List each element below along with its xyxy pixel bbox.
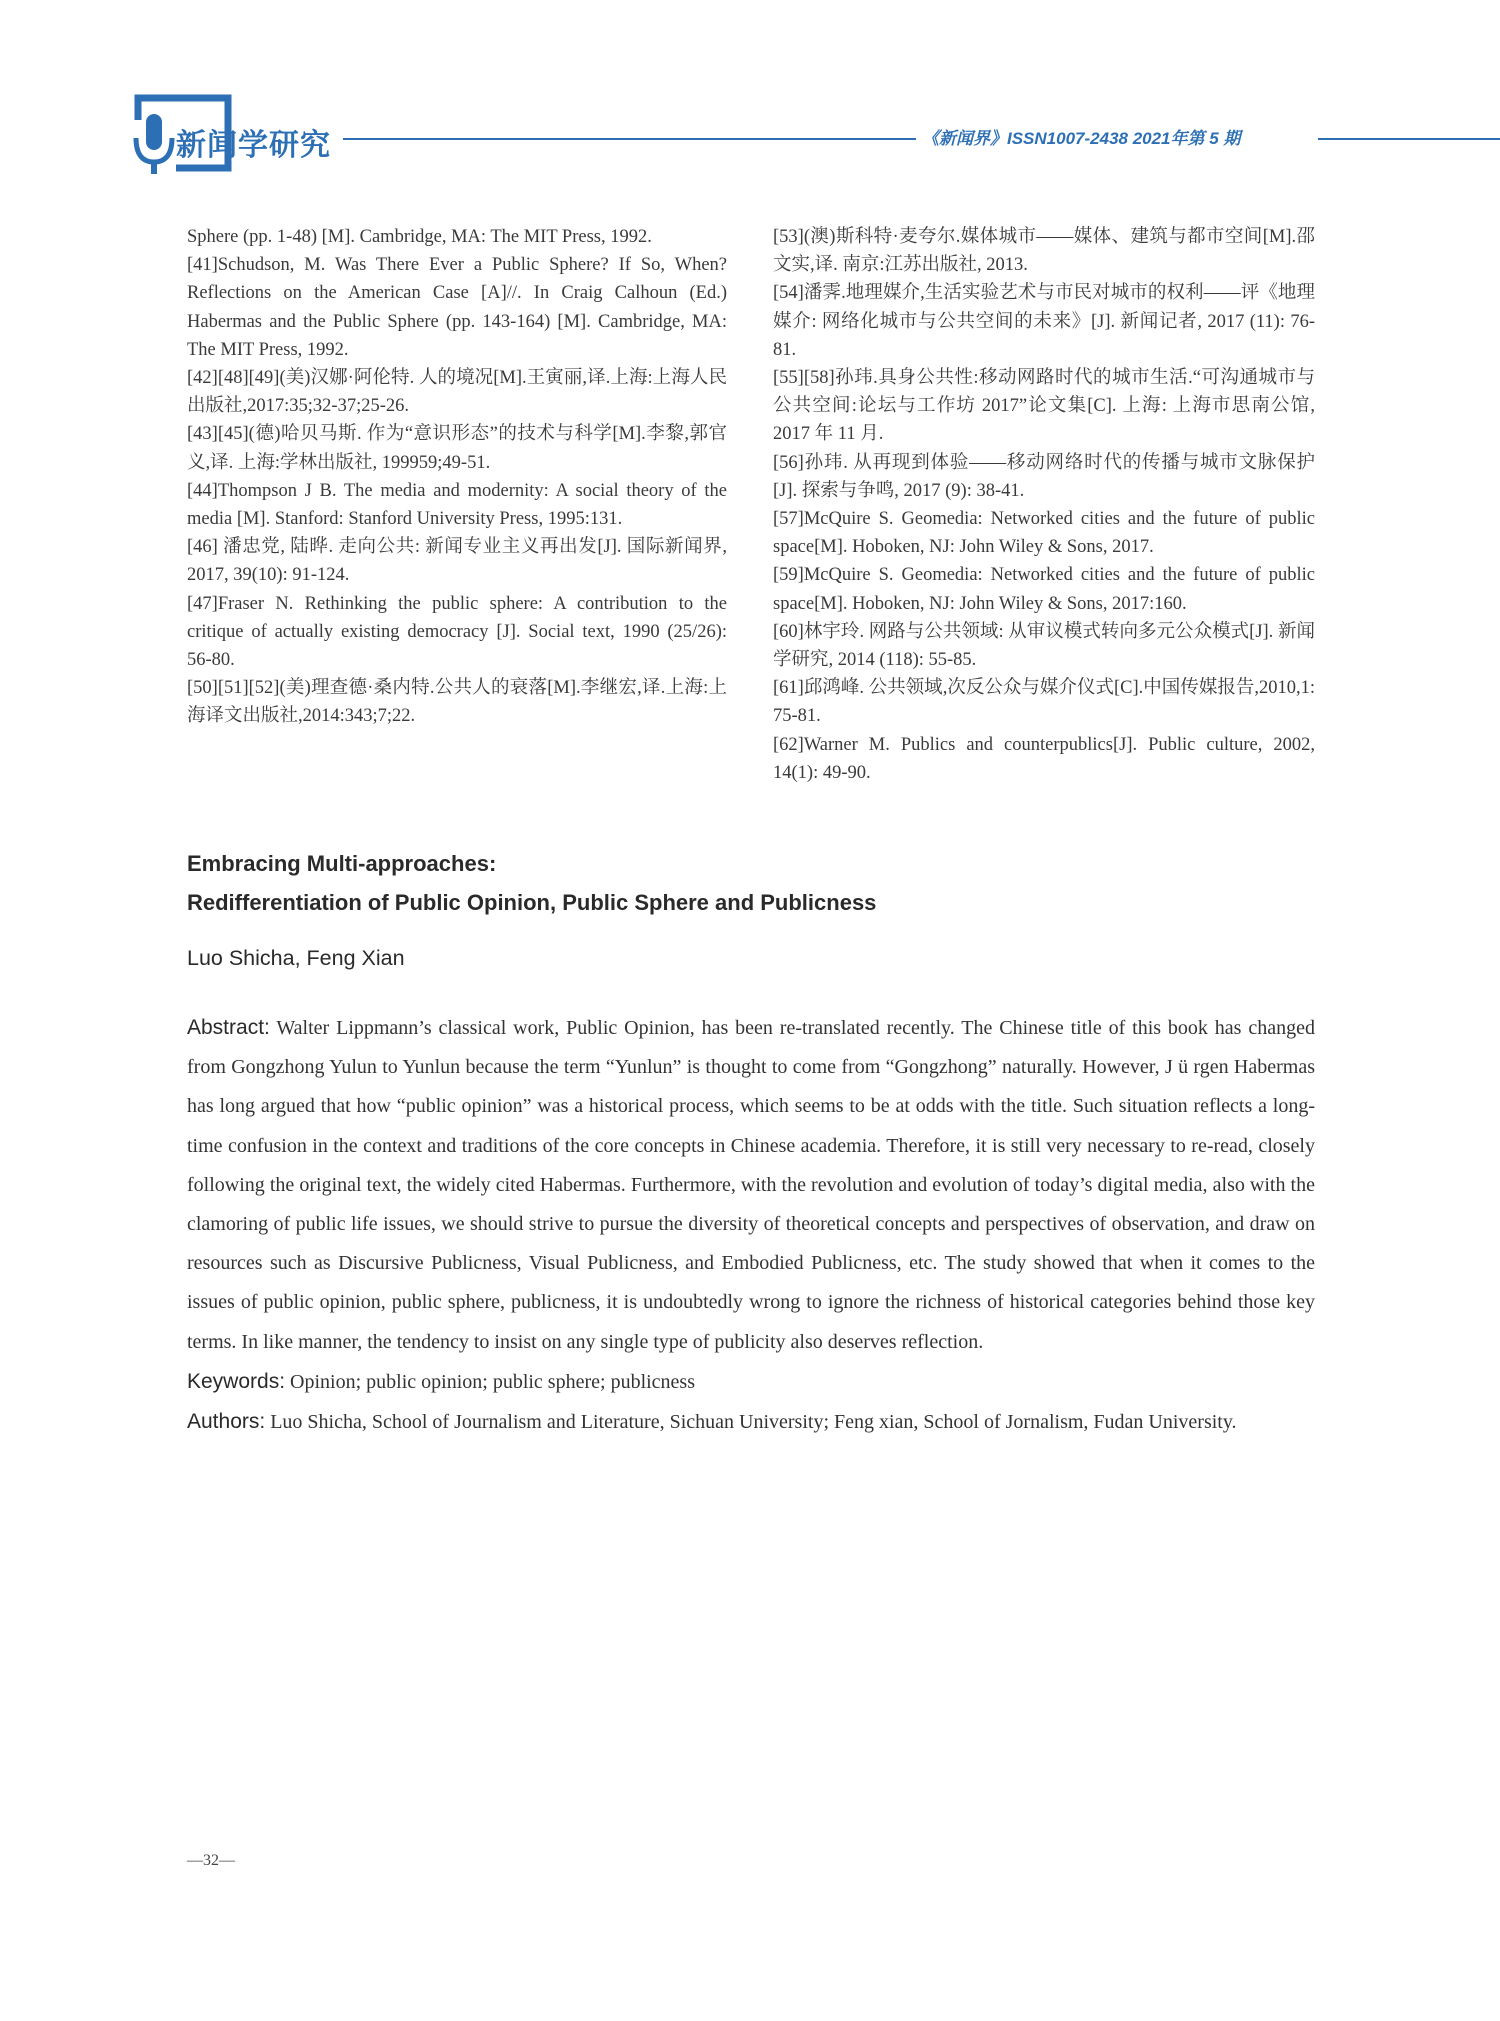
header-rule-right	[1318, 138, 1500, 140]
authors-text: Luo Shicha, School of Journalism and Literature, Sichuan University; Feng xian, School of Jornalism, Fudan University.	[265, 1411, 1237, 1434]
article-authors: Luo Shicha, Feng Xian	[187, 946, 405, 970]
authors-label: Authors:	[187, 1410, 266, 1434]
header-rule-left	[343, 138, 916, 140]
reference-item: [56]孙玮. 从再现到体验——移动网络时代的传播与城市文脉保护[J]. 探索与争鸣, 2017 (9): 38-41.	[773, 452, 1315, 501]
abstract-paragraph	[187, 1008, 1315, 1362]
article-title-line: Embracing Multi-approaches:	[187, 851, 497, 876]
reference-item: [55][58]孙玮.具身公共性:移动网路时代的城市生活.“可沟通城市与公共空间:论坛与工作坊 2017”论文集[C]. 上海: 上海市思南公馆, 2017 年 11 月.	[773, 368, 1315, 445]
keywords-paragraph	[187, 1362, 1315, 1402]
reference-item: [43][45](德)哈贝马斯. 作为“意识形态”的技术与科学[M].李黎,郭官义,译. 上海:学林出版社, 199959;49-51.	[187, 424, 727, 473]
authors-paragraph	[187, 1402, 1315, 1442]
reference-item: [57]McQuire S. Geomedia: Networked cities and the future of public space[M]. Hoboken, NJ: John Wiley & Sons, 2017.	[773, 509, 1315, 558]
reference-item: [41]Schudson, M. Was There Ever a Public Sphere? If So, When? Reflections on the American Case [A]//. In Craig Calhoun (Ed.) Habermas and the Public Sphere (pp. 143-164) [M]. Cambridge, MA: The MIT Press, 1992.	[187, 255, 727, 360]
reference-item: [47]Fraser N. Rethinking the public sphere: A contribution to the critique of actually existing democracy [J]. Social text, 1990 (25/26): 56-80.	[187, 593, 727, 671]
keywords-label: Keywords:	[187, 1369, 286, 1393]
reference-item: [46] 潘忠党, 陆晔. 走向公共: 新闻专业主义再出发[J]. 国际新闻界, 2017, 39(10): 91-124.	[187, 537, 727, 586]
article-title-line: Redifferentiation of Public Opinion, Public Sphere and Publicness	[187, 890, 877, 915]
reference-item: [54]潘霁.地理媒介,生活实验艺术与市民对城市的权利——评《地理媒介: 网络化城市与公共空间的未来》[J]. 新闻记者, 2017 (11): 76-81.	[773, 283, 1315, 360]
reference-item: [44]Thompson J B. The media and modernity: A social theory of the media [M]. Stanford: Stanford University Press, 1995:131.	[187, 480, 727, 530]
reference-item: [61]邱鸿峰. 公共领域,次反公众与媒介仪式[C].中国传媒报告,2010,1: 75-81.	[773, 678, 1315, 727]
reference-item: [59]McQuire S. Geomedia: Networked cities and the future of public space[M]. Hoboken, NJ: John Wiley & Sons, 2017:160.	[773, 565, 1315, 614]
article-title	[187, 844, 876, 922]
reference-item: [62]Warner M. Publics and counterpublics[J]. Public culture, 2002, 14(1): 49-90.	[773, 734, 1315, 783]
keywords-text: Opinion; public opinion; public sphere; publicness	[285, 1370, 695, 1393]
references-right-column	[773, 223, 1315, 787]
abstract-block	[187, 1008, 1315, 1442]
section-title: 新闻学研究	[176, 128, 331, 163]
reference-item: [50][51][52](美)理查德·桑内特.公共人的衰落[M].李继宏,译.上海:上海译文出版社,2014:343;7;22.	[187, 678, 727, 727]
reference-item: [42][48][49](美)汉娜·阿伦特. 人的境况[M].王寅丽,译.上海:上海人民出版社,2017:35;32-37;25-26.	[187, 368, 727, 417]
journal-info: 《新闻界》ISSN1007-2438 2021年第 5 期	[922, 129, 1241, 148]
reference-item: Sphere (pp. 1-48) [M]. Cambridge, MA: The MIT Press, 1992.	[187, 227, 652, 247]
reference-item: [60]林宇玲. 网路与公共领域: 从审议模式转向多元公众模式[J]. 新闻学研究, 2014 (118): 55-85.	[773, 621, 1315, 671]
abstract-label: Abstract:	[187, 1016, 270, 1039]
abstract-text: Walter Lippmann’s classical work, Public Opinion, has been re-translated recently. The Chinese title of this book has changed from Gongzhong Yulun to Yunlun because the term “Yunlun” is thought to come from “Gongzhong” naturally. However, J ü rgen Habermas has long argued that how “public opinion” was a historical process, which seems to be at odds with the title. Such situation reflects a long-time confusion in the context and traditions of the core concepts in Chinese academia. Therefore, it is still very necessary to re-read, closely following the original text, the widely cited Habermas. Furthermore, with the revolution and evolution of today’s digital media, also with the clamoring of public life issues, we should strive to pursue the diversity of theoretical concepts and perspectives of observation, and draw on resources such as Discursive Publicness, Visual Publicness, and Embodied Publicness, etc. The study showed that when it comes to the issues of public opinion, public sphere, publicness, it is undoubtedly wrong to ignore the richness of historical categories behind those key terms. In like manner, the tendency to insist on any single type of publicity also deserves reflection.	[187, 1017, 1315, 1353]
page-number: —32—	[187, 1852, 235, 1869]
references-left-column	[187, 223, 727, 731]
reference-item: [53](澳)斯科特·麦夸尔.媒体城市——媒体、建筑与都市空间[M].邵文实,译. 南京:江苏出版社, 2013.	[773, 227, 1315, 276]
